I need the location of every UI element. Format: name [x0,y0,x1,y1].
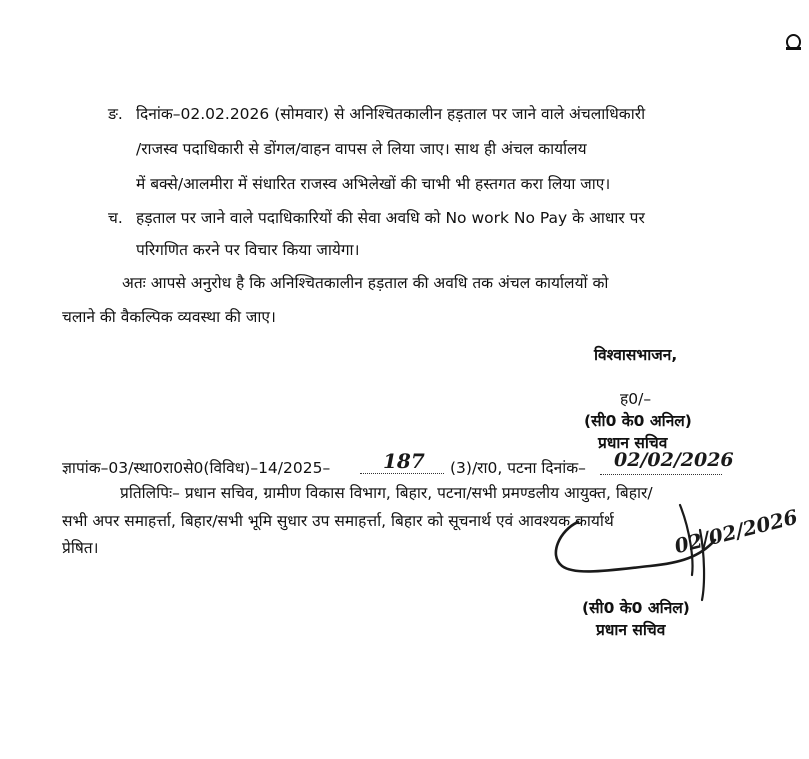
para-d-line-3: में बक्से/आलमीरा में संधारित राजस्व अभिलेखों की चाभी भी हस्तगत करा लिया जाए। [136,175,611,193]
memo-date: 02/02/2026 [614,449,734,471]
signatory-name: (सी0 के0 अनिल) [584,412,692,430]
para-d-line-1: दिनांक–02.02.2026 (सोमवार) से अनिश्चितकालीन हड़ताल पर जाने वाले अंचलाधिकारी [136,105,646,123]
copy-line-2: सभी अपर समाहर्त्ता, बिहार/सभी भूमि सुधार उप समाहर्त्ता, बिहार को सूचनार्थ एवं आवश्यक कार्यार्थ [62,512,614,530]
signatory-2-name: (सी0 के0 अनिल) [582,599,690,617]
handwritten-date: 02/02/2026 [672,504,801,559]
memo-prefix: ज्ञापांक–03/स्था0रा0से0(विविध)–14/2025– [62,459,331,477]
signed-mark: ह0/– [620,390,652,408]
memo-middle: (3)/रा0, पटना दिनांक– [450,459,586,477]
para-d-line-2: /राजस्व पदाधिकारी से डोंगल/वाहन वापस ले लिया जाए। साथ ही अंचल कार्यालय [136,140,587,158]
memo-number: 187 [383,449,425,473]
closing-text: विश्वासभाजन, [594,346,678,364]
para-e-line-1: हड़ताल पर जाने वाले पदाधिकारियों की सेवा अवधि को No work No Pay के आधार पर [136,209,645,227]
request-line-1: अतः आपसे अनुरोध है कि अनिश्चितकालीन हड़ताल की अवधि तक अंचल कार्यालयों को [122,274,609,292]
copy-line-3: प्रेषित। [62,539,99,557]
copy-line-1: प्रतिलिपिः– प्रधान सचिव, ग्रामीण विकास विभाग, बिहार, पटना/सभी प्रमण्डलीय आयुक्त, बिहार/ [120,484,653,502]
signatory-2-designation: प्रधान सचिव [596,621,666,639]
request-line-2: चलाने की वैकल्पिक व्यवस्था की जाए। [62,308,276,326]
para-e-line-2: परिगणित करने पर विचार किया जायेगा। [136,241,360,259]
para-e-marker: च. [108,209,123,227]
para-d-marker: ङ. [108,105,123,123]
signatory-designation: प्रधान सचिव [598,434,668,452]
